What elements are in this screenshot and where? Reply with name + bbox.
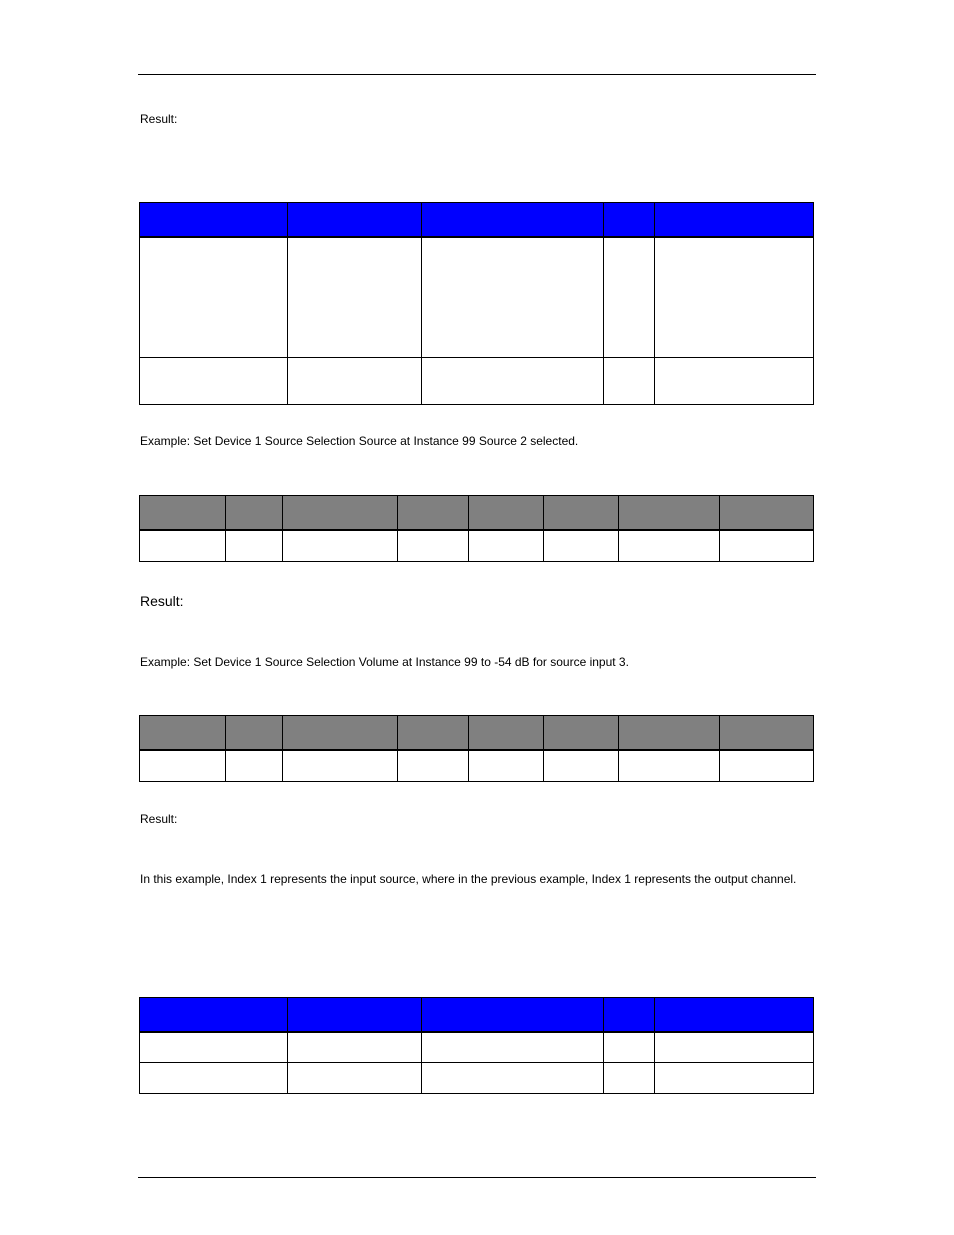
table-header-row: [140, 496, 814, 530]
parameter-table-2: [139, 997, 814, 1094]
table-header-row: [140, 716, 814, 750]
parameter-table-1: [139, 202, 814, 405]
command-table-2: [139, 715, 814, 782]
note-text: In this example, Index 1 represents the input source, where in the previous example, Index 1 represents the output channel.: [140, 872, 797, 886]
header-rule: [138, 74, 816, 75]
example-volume-text: Example: Set Device 1 Source Selection Volume at Instance 99 to -54 dB for source input 3.: [140, 655, 629, 669]
table-row: [140, 1063, 814, 1094]
table-header-row: [140, 203, 814, 237]
result-label-3: Result:: [140, 812, 178, 826]
table-row: [140, 1032, 814, 1063]
table-row: [140, 750, 814, 782]
footer-rule: [138, 1177, 816, 1178]
table-row: [140, 530, 814, 562]
table-row: [140, 358, 814, 405]
example-source-text: Example: Set Device 1 Source Selection Source at Instance 99 Source 2 selected.: [140, 434, 579, 448]
result-label-1: Result:: [140, 112, 178, 126]
command-table-1: [139, 495, 814, 562]
table-header-row: [140, 998, 814, 1032]
table-row: [140, 237, 814, 358]
result-label-2: Result:: [140, 593, 184, 609]
